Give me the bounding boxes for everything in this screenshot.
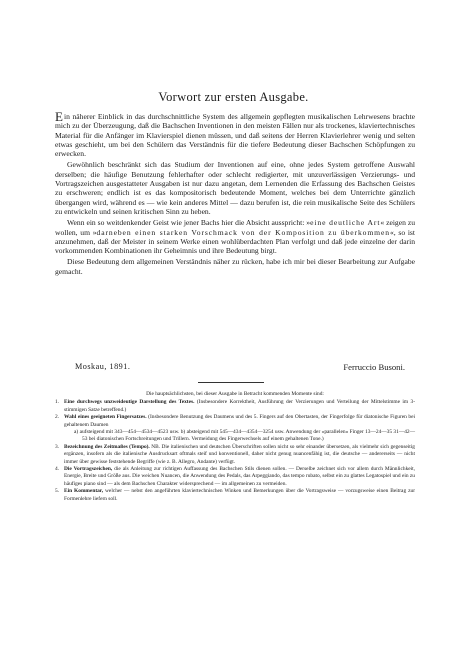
note-text: (Insbesondere Korrektheit, Ausführung der Verzierungen und Verteilung der Mittelstimme im 3-stimmigen Satze betreffend.) <box>64 399 415 413</box>
note-item <box>55 399 415 414</box>
note-text: welcher — nebst den angeführten klaviertechnischen Winken und Bemerkungen über die Vortragsweise — vorzugsweise einen Beitrag zur Formenlehre liefern soll. <box>64 488 415 502</box>
note-text: NB. Die italienischen und deutschen Überschriften sollen nicht so sehr einander übersetzen, als vielmehr sich gegenseitig ergänzen, insofern als die italienische Ausdrucksart oftmals steif und konventionell, daher nicht genug nuancenfähig ist, die deutsche — andererseits — nicht immer über gewisse feststehende Begriffe (wie z. B. Allegro, Andante) verfügt. <box>64 443 415 465</box>
place-date: Moskau, 1891. <box>75 362 131 371</box>
note-item <box>55 466 415 488</box>
note-item <box>55 414 415 444</box>
paragraph-1-text: in näherer Einblick in das durchschnittliche System des allgemein gepflegten musikalischen Lehrwesens brachte mich zu der Überzeugung, daß die Bachschen Inventionen in den meisten Fällen nur als trockenes, klaviertechnisches Material für die Anfänger im Klavierspiel dienen müssen, und daß seitens der Herren Klavierlehrer wenig und selten etwas geschieht, um bei den Schülern das Verständnis für die tiefere Bedeutung dieser Bachschen Schöpfungen zu erwecken. <box>55 112 415 159</box>
note-item <box>55 488 415 503</box>
paragraph-3-text-c: « zeigen zu wollen, um » <box>55 218 415 237</box>
notes-list <box>55 399 415 503</box>
quote-2: darneben einen starken Vorschmack von der Komposition zu überkommen <box>96 227 390 237</box>
paragraph-4: Diese Bedeutung dem allgemeinen Verständnis näher zu rücken, habe ich mir bei dieser Bearbeitung zur Aufgabe gemacht. <box>55 257 415 276</box>
paragraph-3 <box>55 218 415 255</box>
drop-initial: E <box>55 109 63 124</box>
note-number: 1. <box>55 399 60 406</box>
note-text: (Insbesondere Benutzung des Daumens und des 5. Fingers auf den Obertasten, der Fingerfolge für diatonische Figuren bei gehaltenem Daumen <box>64 414 415 428</box>
notes-section <box>55 391 415 503</box>
note-lead: Wahl eines geeigneten Fingersatzes. <box>64 414 147 421</box>
note-lead: Ein Kommentar, <box>64 488 104 495</box>
note-lead: Die Vortragszeichen, <box>64 466 113 473</box>
paragraph-3-text-a: Wenn ein so weitdenkender Geist wie jener Bachs hier die Absicht ausspricht: » <box>67 218 311 228</box>
note-number: 3. <box>55 443 60 450</box>
note-lead: Bezeichnung des Zeitmaßes (Tempo). <box>64 443 150 450</box>
paragraph-1 <box>55 109 415 159</box>
paragraph-2: Gewöhnlich beschränkt sich das Studium der Inventionen auf eine, ohne jedes System getroffene Auswahl derselben; die häufige Benutzung fehlerhafter oder schlecht redigierter, mit unzuverlässigen Verzierungs- und Vortragszeichen ausgestatteter Ausgaben ist nur dazu angetan, dem Lernenden die Erfassung des Bachschen Geistes zu erschweren; endlich ist es das kompositorisch bedeutende Moment, welches bei dem Unterrichte gänzlich übergangen wird, während es — wie kein anderes Mittel — dazu berufen ist, die rein musikalische Seite des Schülers zu entwickeln und seinen kritischen Sinn zu heben. <box>55 160 415 216</box>
note-text: die als Anleitung zur richtigen Auffassung des Bachschen Stils dienen sollen. — Derselbe zeichnet sich vor allem durch Männlichkeit, Energie, Breite und Größe aus. Die weichen Nuancen, die Anwendung des Pedals, das Arpeggiando, das tempo rubato, selbst ein zu glattes Legatospiel und ein zu häufiges piano sind — als dem Bachschen Charakter widersprechend — im allgemeinen zu vermeiden. <box>64 466 416 487</box>
note-subtext: a) aufsteigend mit 343—454—4534—4523 usw. b) absteigend mit 545—434—4354—3254 usw. Anwendung der »parallelen« Finger 13—24—35 31—42—53 bei diatonischen Fortschreitungen und Trillern. Vermeidung des Fingerwechsels auf einem gehaltenen Tone.) <box>74 429 415 443</box>
author-name: Ferruccio Busoni. <box>343 362 405 372</box>
notes-heading: Die hauptsächlichsten, bei dieser Ausgabe in Betracht kommenden Momente sind: <box>146 391 324 397</box>
note-number: 5. <box>55 488 60 495</box>
signature-row <box>75 362 415 374</box>
quote-1: eine deutliche Art <box>310 218 381 228</box>
separator-rule <box>198 382 264 383</box>
preface-body <box>55 109 415 276</box>
note-number: 2. <box>55 414 60 421</box>
note-number: 4. <box>55 466 60 473</box>
paragraph-3-text-e: «, so ist anzunehmen, daß der Meister in seinem Werke einen wohlüberdachten Plan verfolgt und daß jede einzelne der darin vorkommenden Kombinationen ihr Geheimnis und ihre Bedeutung birgt. <box>55 227 415 256</box>
page-title: Vorwort zur ersten Ausgabe. <box>158 90 309 104</box>
note-item <box>55 444 415 466</box>
note-lead: Eine durchwegs unzweideutige Darstellung des Textes. <box>64 399 195 406</box>
